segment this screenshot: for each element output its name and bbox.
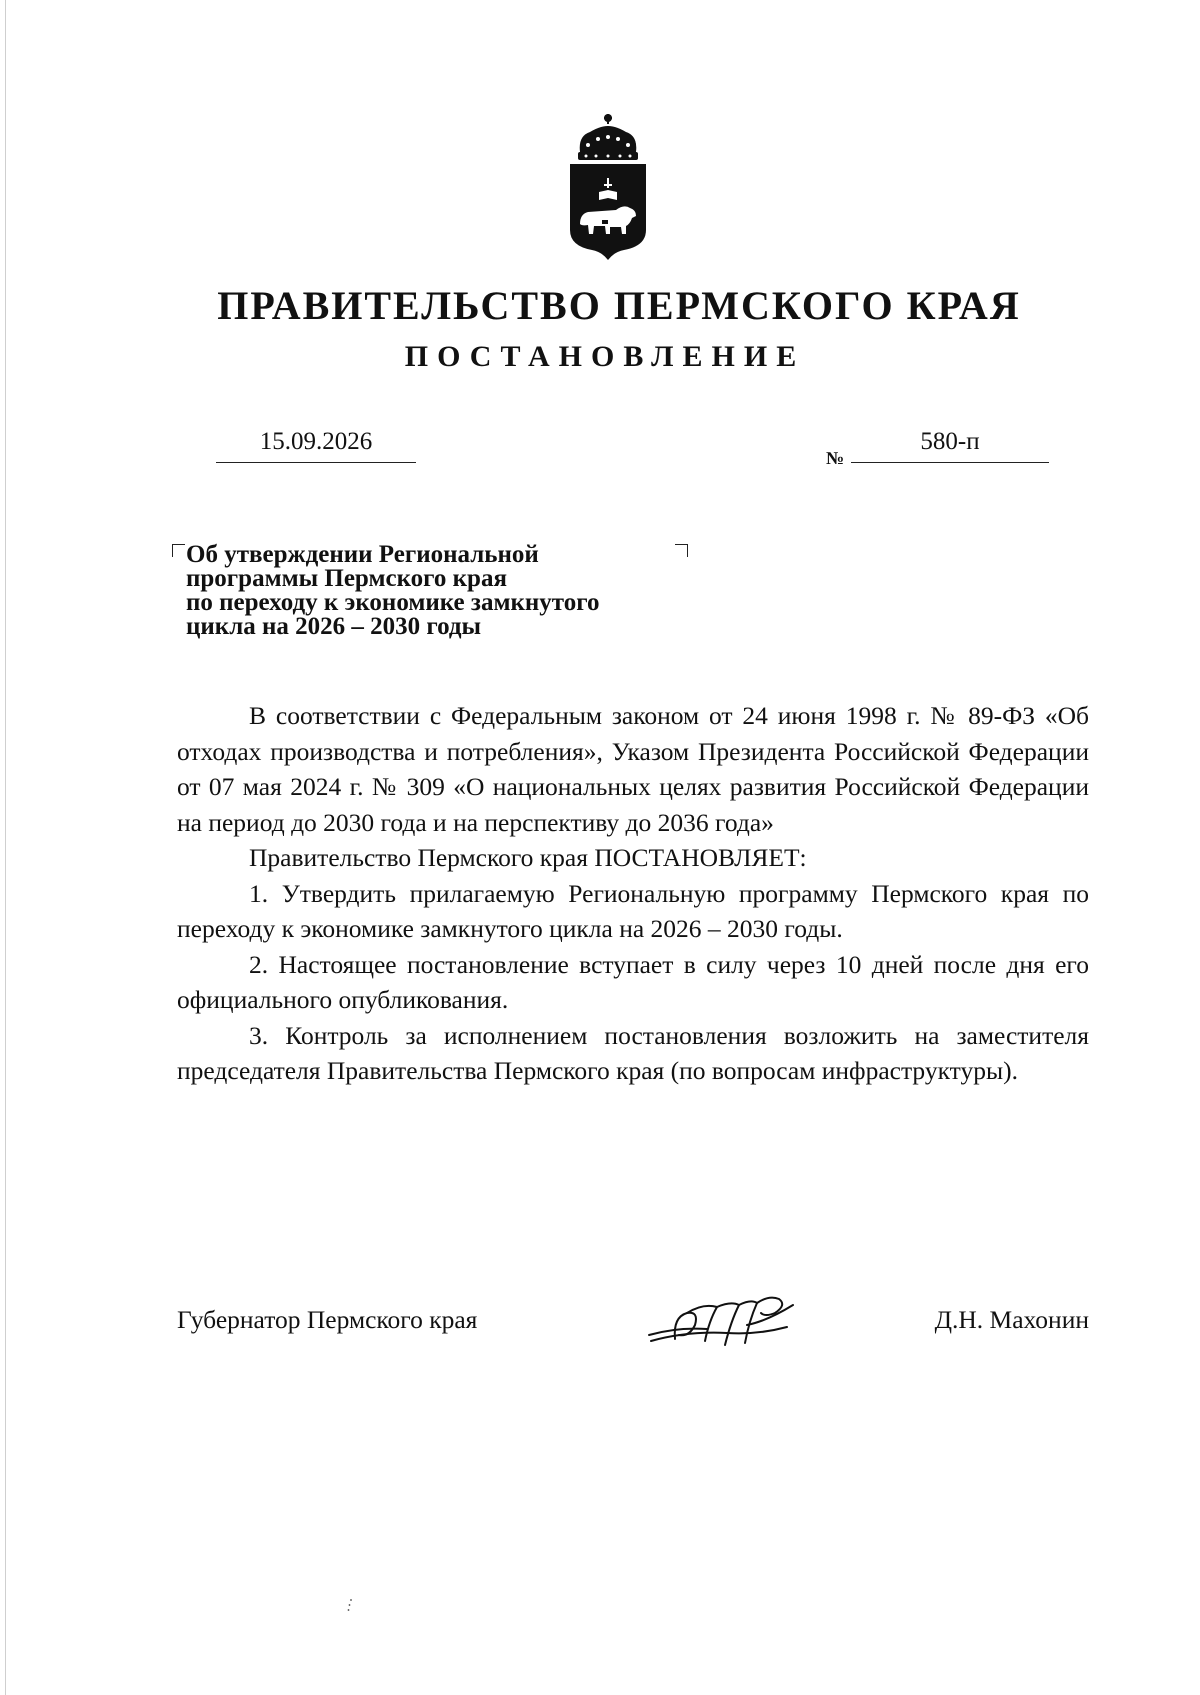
body-paragraph-item-2: 2. Настоящее постановление вступает в силу через 10 дней после дня его официального опубликования.	[177, 949, 1089, 1014]
subject-line: цикла на 2026 – 2030 годы	[186, 613, 482, 640]
scan-speck	[347, 1598, 353, 1612]
document-date: 15.09.2026	[216, 428, 416, 463]
subject-line: по переходу к экономике замкнутого	[186, 589, 600, 616]
body-paragraph-item-3: 3. Контроль за исполнением постановления возложить на заместителя председателя Правительства Пермского края (по вопросам инфраструктуры).	[177, 1020, 1089, 1085]
subject-corner-left	[172, 544, 185, 557]
document-type: ПОСТАНОВЛЕНИЕ	[404, 340, 806, 373]
document-number: 580-п	[851, 428, 1049, 463]
organization-title: ПРАВИТЕЛЬСТВО ПЕРМСКОГО КРАЯ	[217, 283, 1021, 328]
body-paragraph-preamble: В соответствии с Федеральным законом от 24 июня 1998 г. № 89-ФЗ «Об отходах производства и потребления», Указом Президента Российской Федерации от 07 мая 2024 г. № 309 «О национальных целях развития Российской Федерации на период до 2030 года и на перспективу до 2036 года»	[177, 701, 1089, 837]
number-sign: №	[826, 448, 845, 468]
body-paragraph-resolution: Правительство Пермского края ПОСТАНОВЛЯЕТ:	[249, 843, 807, 872]
document-subject	[186, 543, 706, 639]
perm-krai-coat-of-arms-icon	[566, 112, 650, 264]
handwritten-signature-icon	[647, 1291, 797, 1353]
signature-block	[177, 1305, 1089, 1355]
body-paragraph-item-1: 1. Утвердить прилагаемую Региональную программу Пермского края по переходу к экономике замкнутого цикла на 2026 – 2030 годы.	[177, 878, 1089, 943]
signer-position: Губернатор Пермского края	[177, 1305, 478, 1334]
subject-line: программы Пермского края	[186, 565, 507, 592]
page-edge-line	[5, 0, 6, 1695]
signer-name: Д.Н. Махонин	[934, 1305, 1089, 1334]
subject-line: Об утверждении Региональной	[186, 541, 539, 568]
document-body	[177, 698, 1089, 1089]
